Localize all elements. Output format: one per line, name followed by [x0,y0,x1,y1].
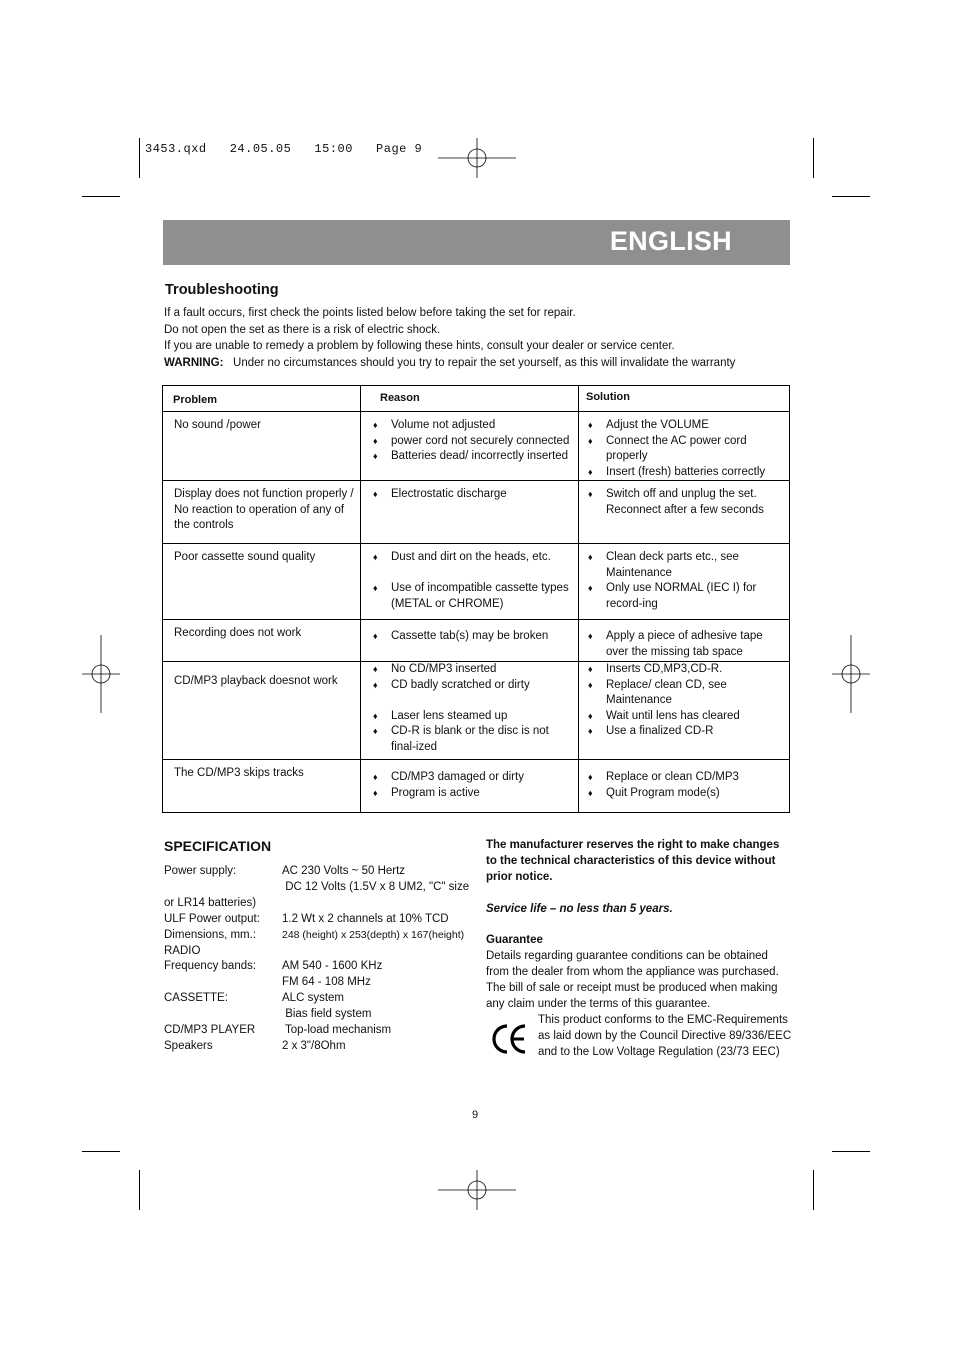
reason-item: ♦ CD/MP3 damaged or dirty [372,770,572,786]
service-life: Service life – no less than 5 years. [486,903,673,915]
reason-list [372,550,572,612]
language-title: ENGLISH [609,226,732,256]
solution-item: ♦ Connect the AC power cord properly [587,434,787,465]
reason-item: ♦ Use of incompatible cassette types (METAL or CHROME) [372,581,572,612]
troubleshooting-intro [164,305,804,371]
spec-label: RADIO [164,945,201,957]
manufacturer-notice: The manufacturer reserves the right to make changes to the technical characteristics of this device without prior notice. [486,839,780,883]
spec-value: 2 x 3"/8Ohm [282,1040,346,1052]
spec-label: Speakers [164,1040,213,1052]
solution-item: ♦ Replace/ clean CD, see Maintenance [587,678,783,709]
spec-value: Bias field system [282,1008,372,1020]
solution-list [587,418,787,480]
spec-row [164,911,449,927]
problem-cell: No sound /power [174,419,261,431]
solution-item: ♦ Only use NORMAL (IEC I) for record-ing [587,581,783,612]
spec-label: CD/MP3 PLAYER [164,1024,256,1036]
page-number: 9 [472,1109,479,1121]
spec-value: ALC system [282,992,344,1004]
solution-item: ♦ Quit Program mode(s) [587,786,783,802]
solution-item: ♦ Wait until lens has cleared [587,709,783,725]
table-row [163,481,790,544]
warning-text: Under no circumstances should you try to repair the set yourself, as this will invalidate the warranty [233,356,736,369]
spec-row [164,863,406,879]
spec-value: 1.2 Wt x 2 channels at 10% TCD [282,913,449,925]
language-banner [163,220,790,265]
guarantee-title: Guarantee [486,934,543,946]
reason-item: ♦ power cord not securely connected [372,434,572,450]
spec-value: AC 230 Volts ~ 50 Hertz [282,865,406,877]
solution-item: ♦ Switch off and unplug the set. Reconnect after a few seconds [587,487,783,518]
troubleshooting-table [162,385,790,813]
solution-item: ♦ Use a finalized CD-R [587,724,783,740]
reason-list [372,418,572,465]
spec-value: FM 64 - 108 MHz [282,976,371,988]
spec-label: ULF Power output: [164,913,260,925]
solution-list [587,550,783,612]
spec-row [164,895,256,911]
reason-list [372,487,572,503]
problem-cell: Poor cassette sound quality [174,551,316,563]
problem-cell: CD/MP3 playback doesnot work [174,675,338,687]
intro-line: If a fault occurs, first check the points listed below before taking the set for repair. [164,307,576,319]
reason-item: ♦ Cassette tab(s) may be broken [372,629,572,645]
spec-label: Dimensions, mm.: [164,929,257,941]
spec-row [164,1022,392,1038]
column-header-solution: Solution [586,391,630,403]
reason-item: ♦ CD badly scratched or dirty [372,678,572,694]
reason-item: ♦ Batteries dead/ incorrectly inserted [372,449,572,465]
problem-cell: Recording does not work [174,627,302,639]
solution-list [587,770,783,801]
solution-list [587,487,783,518]
registration-mark-left [82,635,120,713]
spec-row [164,990,344,1006]
table-row [163,620,790,662]
spec-row [164,943,200,959]
ce-mark-icon [491,1022,529,1056]
table-header-row [163,386,790,412]
reason-list [372,662,572,755]
spec-value: 248 (height) x 253(depth) x 167(height) [282,929,465,941]
solution-item: ♦ Inserts CD,MP3,CD-R. [587,662,783,678]
warning-line [164,355,804,372]
spec-label: Power supply: [164,865,237,877]
guarantee-text: Details regarding guarantee conditions can be obtained from the dealer from whom the appliance was purchased. The bill of sale or receipt must be produced when making any claim under the terms of this guarantee. [486,950,779,1010]
column-header-problem: Problem [173,394,218,406]
solution-item: ♦ Adjust the VOLUME [587,418,787,434]
reason-item: ♦ Dust and dirt on the heads, etc. [372,550,572,566]
column-header-reason: Reason [380,392,420,404]
table-row [163,760,790,813]
spec-value: or LR14 batteries) [164,897,257,909]
troubleshooting-title: Troubleshooting [165,282,279,298]
spec-label: CASSETTE: [164,992,228,1004]
table-row [163,544,790,620]
problem-cell: The CD/MP3 skips tracks [174,767,304,779]
table-row [163,412,790,481]
registration-mark-bottom [438,1170,516,1210]
solution-item: ♦ Apply a piece of adhesive tape over the missing tab space [587,629,783,660]
specification-title: SPECIFICATION [164,838,272,854]
reason-list [372,629,572,645]
reason-item: ♦ Electrostatic discharge [372,487,572,503]
spec-row [164,958,383,974]
reason-item: ♦ Volume not adjusted [372,418,572,434]
registration-mark-right [832,635,870,713]
intro-line: Do not open the set as there is a risk of electric shock. [164,323,441,336]
reason-item: ♦ Program is active [372,786,572,802]
spec-value: DC 12 Volts (1.5V x 8 UM2, "C" size [282,881,470,893]
spec-row [164,927,465,943]
reason-item: ♦ Laser lens steamed up [372,709,572,725]
table-row [163,662,790,760]
problem-cell: Display does not function properly / No reaction to operation of any of the controls [174,488,354,531]
spec-value: AM 540 - 1600 KHz [282,960,383,972]
reason-item: ♦ CD-R is blank or the disc is not final-ized [372,724,572,755]
solution-item: ♦ Insert (fresh) batteries correctly [587,465,787,481]
solution-item: ♦ Replace or clean CD/MP3 [587,770,783,786]
solution-list [587,662,783,740]
spec-label: Frequency bands: [164,960,257,972]
spec-value: Top-load mechanism [282,1024,392,1036]
intro-line: If you are unable to remedy a problem by following these hints, consult your dealer or service center. [164,340,675,352]
solution-list [587,629,783,660]
registration-mark-top [438,138,516,178]
solution-item: ♦ Clean deck parts etc., see Maintenance [587,550,783,581]
emc-conformity: This product conforms to the EMC-Requirements as laid down by the Council Directive 89/336/EEC and to the Low Voltage Regulation (23/73 EEC) [538,1014,792,1058]
warning-label: WARNING: [164,356,224,369]
reason-list [372,770,572,801]
reason-item: ♦ No CD/MP3 inserted [372,662,572,678]
spec-row [164,1038,346,1054]
print-slug: 3453.qxd 24.05.05 15:00 Page 9 [145,142,423,156]
